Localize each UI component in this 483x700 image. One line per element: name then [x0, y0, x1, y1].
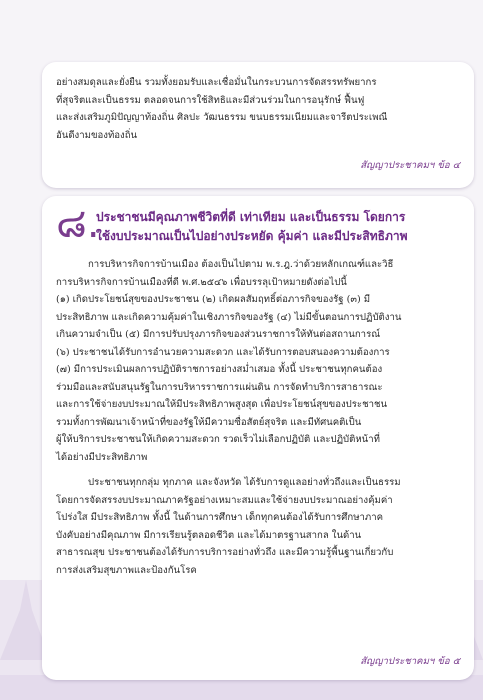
- paragraph-1: [56, 256, 401, 466]
- paragraph-2: [56, 474, 401, 579]
- article-4-reference: สัญญาประชาคมฯ ข้อ ๔: [360, 160, 460, 171]
- text-line: (๗) มีการประเมินผลการปฏิบัติราชการอย่างสม่ำเสมอ ทั้งนี้ ประชาชนทุกคนต้อง: [56, 364, 383, 375]
- text-line: ผู้ให้บริการประชาชนให้เกิดความสะดวก รวดเร็วไม่เลือกปฏิบัติ และปฏิบัติหน้าที่: [56, 434, 380, 445]
- text-line: การบริหารกิจการบ้านเมืองที่ดี พ.ศ.๒๕๔๖ เพื่อบรรลุเป้าหมายดังต่อไปนี้: [56, 276, 347, 288]
- article-4-continuation-card: [42, 62, 474, 188]
- text-line: โดยการจัดสรรงบประมาณภาครัฐอย่างเหมาะสมและใช้จ่ายงบประมาณอย่างคุ้มค่า: [56, 494, 393, 506]
- article-4-text: [56, 74, 387, 144]
- text-line: ที่สุจริตและเป็นธรรม ตลอดจนการใช้สิทธิและมีส่วนร่วมในการอนุรักษ์ ฟื้นฟู: [56, 94, 365, 106]
- text-line: รวมทั้งการพัฒนาเจ้าหน้าที่ของรัฐให้มีความซื่อสัตย์สุจริต และมีทัศนคติเป็น: [56, 416, 362, 428]
- text-line: ได้อย่างมีประสิทธิภาพ: [56, 451, 148, 463]
- text-line: ร่วมมือและสนับสนุนรัฐในการบริหารราชการแผ่นดิน การจัดทำบริการสาธารณะ: [56, 381, 383, 393]
- text-line: เกินความจำเป็น (๕) มีการปรับปรุงภารกิจของส่วนราชการให้ทันต่อสถานการณ์: [56, 329, 381, 340]
- heading-line: ประชาชนมีคุณภาพชีวิตที่ดี เท่าเทียม และเป็นธรรม โดยการ: [96, 210, 406, 224]
- text-line: การส่งเสริมสุขภาพและป้องกันโรค: [56, 564, 197, 576]
- text-line: โปร่งใส มีประสิทธิภาพ ทั้งนี้ ในด้านการศึกษา เด็กทุกคนต้องได้รับการศึกษาภาค: [56, 512, 384, 523]
- text-line: และส่งเสริมภูมิปัญญาท้องถิ่น ศิลปะ วัฒนธรรม ขนบธรรมเนียมและจารีตประเพณี: [56, 112, 388, 123]
- section-heading: [96, 208, 466, 246]
- text-line: ประสิทธิภาพ และเกิดความคุ้มค่าในเชิงภารกิจของรัฐ (๔) ไม่มีขั้นตอนการปฏิบัติงาน: [56, 311, 402, 323]
- text-line: และการใช้จ่ายงบประมาณให้มีประสิทธิภาพสูงสุด เพื่อประโยชน์สุขของประชาชน: [56, 399, 388, 410]
- text-line: ประชาชนทุกกลุ่ม ทุกภาค และจังหวัด ได้รับการดูแลอย่างทั่วถึงและเป็นธรรม: [88, 477, 401, 488]
- article-5-card: [42, 196, 474, 680]
- section-number: ๘.: [56, 201, 100, 247]
- text-line: (๖) ประชาชนได้รับการอำนวยความสะดวก และได้รับการตอบสนองความต้องการ: [56, 346, 390, 358]
- text-line: (๑) เกิดประโยชน์สุขของประชาชน (๒) เกิดผลสัมฤทธิ์ต่อภารกิจของรัฐ (๓) มี: [56, 294, 371, 305]
- text-line: อย่างสมดุลและยั่งยืน รวมทั้งยอมรับและเชื่อมั่นในกระบวนการจัดสรรทรัพยากร: [56, 77, 377, 88]
- heading-line: ใช้งบประมาณเป็นไปอย่างประหยัด คุ้มค่า และมีประสิทธิภาพ: [96, 229, 408, 243]
- text-line: สาธารณสุข ประชาชนต้องได้รับการบริการอย่างทั่วถึง และมีความรู้พื้นฐานเกี่ยวกับ: [56, 547, 394, 558]
- text-line: อันดีงามของท้องถิ่น: [56, 129, 138, 141]
- text-line: การบริหารกิจการบ้านเมือง ต้องเป็นไปตาม พ.ร.ฎ.ว่าด้วยหลักเกณฑ์และวิธี: [88, 259, 394, 270]
- article-5-reference: สัญญาประชาคมฯ ข้อ ๕: [360, 656, 460, 667]
- text-line: บังคับอย่างมีคุณภาพ มีการเรียนรู้ตลอดชีวิต และได้มาตรฐานสากล ในด้าน: [56, 529, 362, 541]
